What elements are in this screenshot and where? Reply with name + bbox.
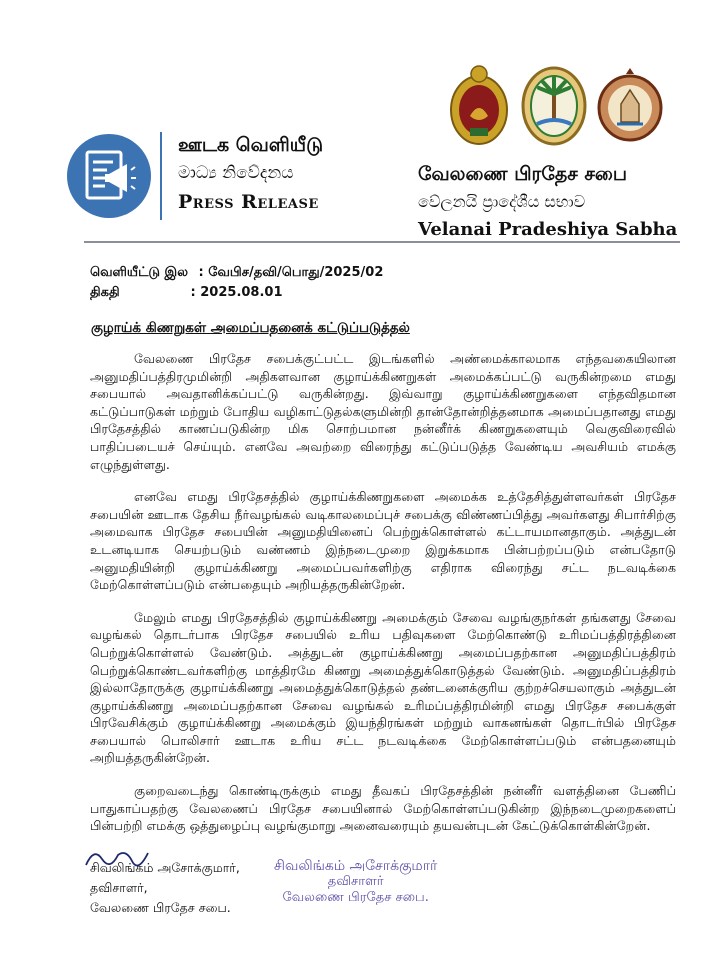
press-release-logo [67,134,151,218]
body-text [90,350,676,850]
release-number-value: : வேபிச/தவி/பொது/2025/02 [198,265,384,280]
release-date [90,285,283,301]
document-megaphone-icon [67,134,151,218]
signatory-office: வேலணை பிரதேச சபை. [90,900,231,915]
signatory-title: தவிசாளர், [90,880,148,895]
sabha-name-english: Velanai Pradeshiya Sabha [418,219,678,240]
press-release-english: Press Release [178,191,319,213]
subject-heading: குழாய்க் கிணறுகள் அமைப்பதனைக் கட்டுப்படுத்தல் [91,320,410,336]
header-rule [84,241,680,243]
sabha-palm-emblem-icon [521,64,587,146]
sabha-name-sinhala: වේලනයි ප්‍රාදේශීය සභාව [418,192,586,211]
press-release-sinhala: මාධ්‍ය නිවේදනය [178,163,294,183]
signatory-name: சிவலிங்கம் அசோக்குமார், [90,860,240,875]
press-release-heading [178,132,323,216]
paragraph-1: வேலணை பிரதேச சபைக்குட்பட்ட இடங்களில் அண்மைக்காலமாக எந்தவகையிலான அனுமதிப்பத்திரமுமின்றி அதிகளவான குழாய்க்கிணறுகள் அமைக்கப்பட்டு வருகின்றமை எமது சபையால் அவதானிக்கப்பட்டு வருகின்றது. இவ்வாறு குழாய்க்கிணறுகளை எந்தவிதமான கட்டுப்பாடுகள் மற்றும் போதிய வழிகாட்டுதல்களுமின்றி தான்தோன்றித்தனமாக அமைப்பதானது எமது பிரதேசத்தில் காணப்படுகின்ற மிக சொற்பமான நன்னீர்க் கிணறுகளையும் வெகுவிரைவில் பாதிப்படையச் செய்யும். எனவே அவற்றை விரைந்து கட்டுப்படுத்த வேண்டிய அவசியம் எமக்கு எழுந்துள்ளது. [90,351,676,472]
stamp-office: வேலணை பிரதேச சபை. [282,890,429,905]
sabha-name-heading [418,160,677,244]
release-number-label: வெளியீட்டு இல [90,265,188,280]
paragraph-2: எனவே எமது பிரதேசத்தில் குழாய்க்கிணறுகளை அமைக்க உத்தேசித்துள்ளவர்கள் பிரதேச சபையின் ஊடாக தேசிய நீர்வழங்கல் வடிகாலமைப்புச் சபைக்கு விண்ணப்பித்து அவர்களது சிபார்சிற்கு அமைவாக பிரதேச சபையின் அனுமதியினைப் பெற்றுக்கொள்ளல் கட்டாயமானதாகும். அத்துடன் உடனடியாக செயற்படும் வண்ணம் இந்நடைமுறை இறுக்கமாக பின்பற்றப்படும் என்பதோடு அனுமதியின்றி குழாய்க்கிணறு அமைப்பவர்களிற்கு எதிராக விரைந்து சட்ட நடவடிக்கை மேற்கொள்ளப்படும் என்பதையும் அறியத்தருகின்றேன். [90,489,676,593]
sri-lanka-emblem-icon [448,64,510,146]
paragraph-4: குறைவடைந்து கொண்டிருக்கும் எமது தீவகப் பிரதேசத்தின் நன்னீர் வளத்தினை பேணிப் பாதுகாப்பதற்கு வேலணைப் பிரதேச சபையினால் மேற்கொள்ளப்படுகின்ற இந்நடைமுறைகளைப் பின்பற்றி எமக்கு ஒத்துழைப்பு வழங்குமாறு அனைவரையும் தயவன்புடன் கேட்டுக்கொள்கின்றேன். [90,783,676,834]
release-date-value: : 2025.08.01 [190,285,283,300]
stamp-name: சிவலிங்கம் அசோக்குமார் [274,858,438,874]
paragraph-3: மேலும் எமது பிரதேசத்தில் குழாய்க்கிணறு அமைக்கும் சேவை வழங்குநர்கள் தங்களது சேவை வழங்கல் தொடர்பாக பிரதேச சபையில் உரிய பதிவுகளை மேற்கொண்டு உரிமப்பத்திரத்தினை பெற்றுக்கொள்ளல் வேண்டும். அத்துடன் குழாய்க்கிணறு அமைப்பதற்கான அனுமதிப்பத்திரம் பெற்றுக்கொண்டவர்களிற்கு மாத்திரமே கிணறு அமைத்துக்கொடுத்தல் வேண்டும். அனுமதிப்பத்திரம் இல்லாதோருக்கு குழாய்க்கிணறு அமைத்துக்கொடுத்தல் தண்டனைக்குரிய குற்றச்செயலாகும் அத்துடன் குழாய்க்கிணறு அமைப்பதற்கான சேவை வழங்கல் உரிமப்பத்திரமின்றி எமது பிரதேச சபைக்குள் பிரவேசிக்கும் குழாய்க்கிணறு அமைக்கும் இயந்திரங்கள் மற்றும் வாகனங்கள் தொடர்பில் பிரதேச சபையால் பொலிசார் ஊடாக உரிய சட்ட நடவடிக்கை மேற்கொள்ளப்படும் என்பதனையும் அறியத்தருகின்றேன். [90,609,676,766]
release-date-label: திகதி [90,285,120,300]
official-stamp [274,858,437,906]
sabha-name-tamil: வேலணை பிரதேச சபை [418,163,627,185]
header-divider [160,132,162,220]
press-release-tamil: ஊடக வெளியீடு [178,134,324,156]
signatory-block [90,858,240,918]
stamp-title: தவிசாளர் [327,874,384,889]
release-number [90,265,383,281]
temple-emblem-icon [597,64,663,146]
